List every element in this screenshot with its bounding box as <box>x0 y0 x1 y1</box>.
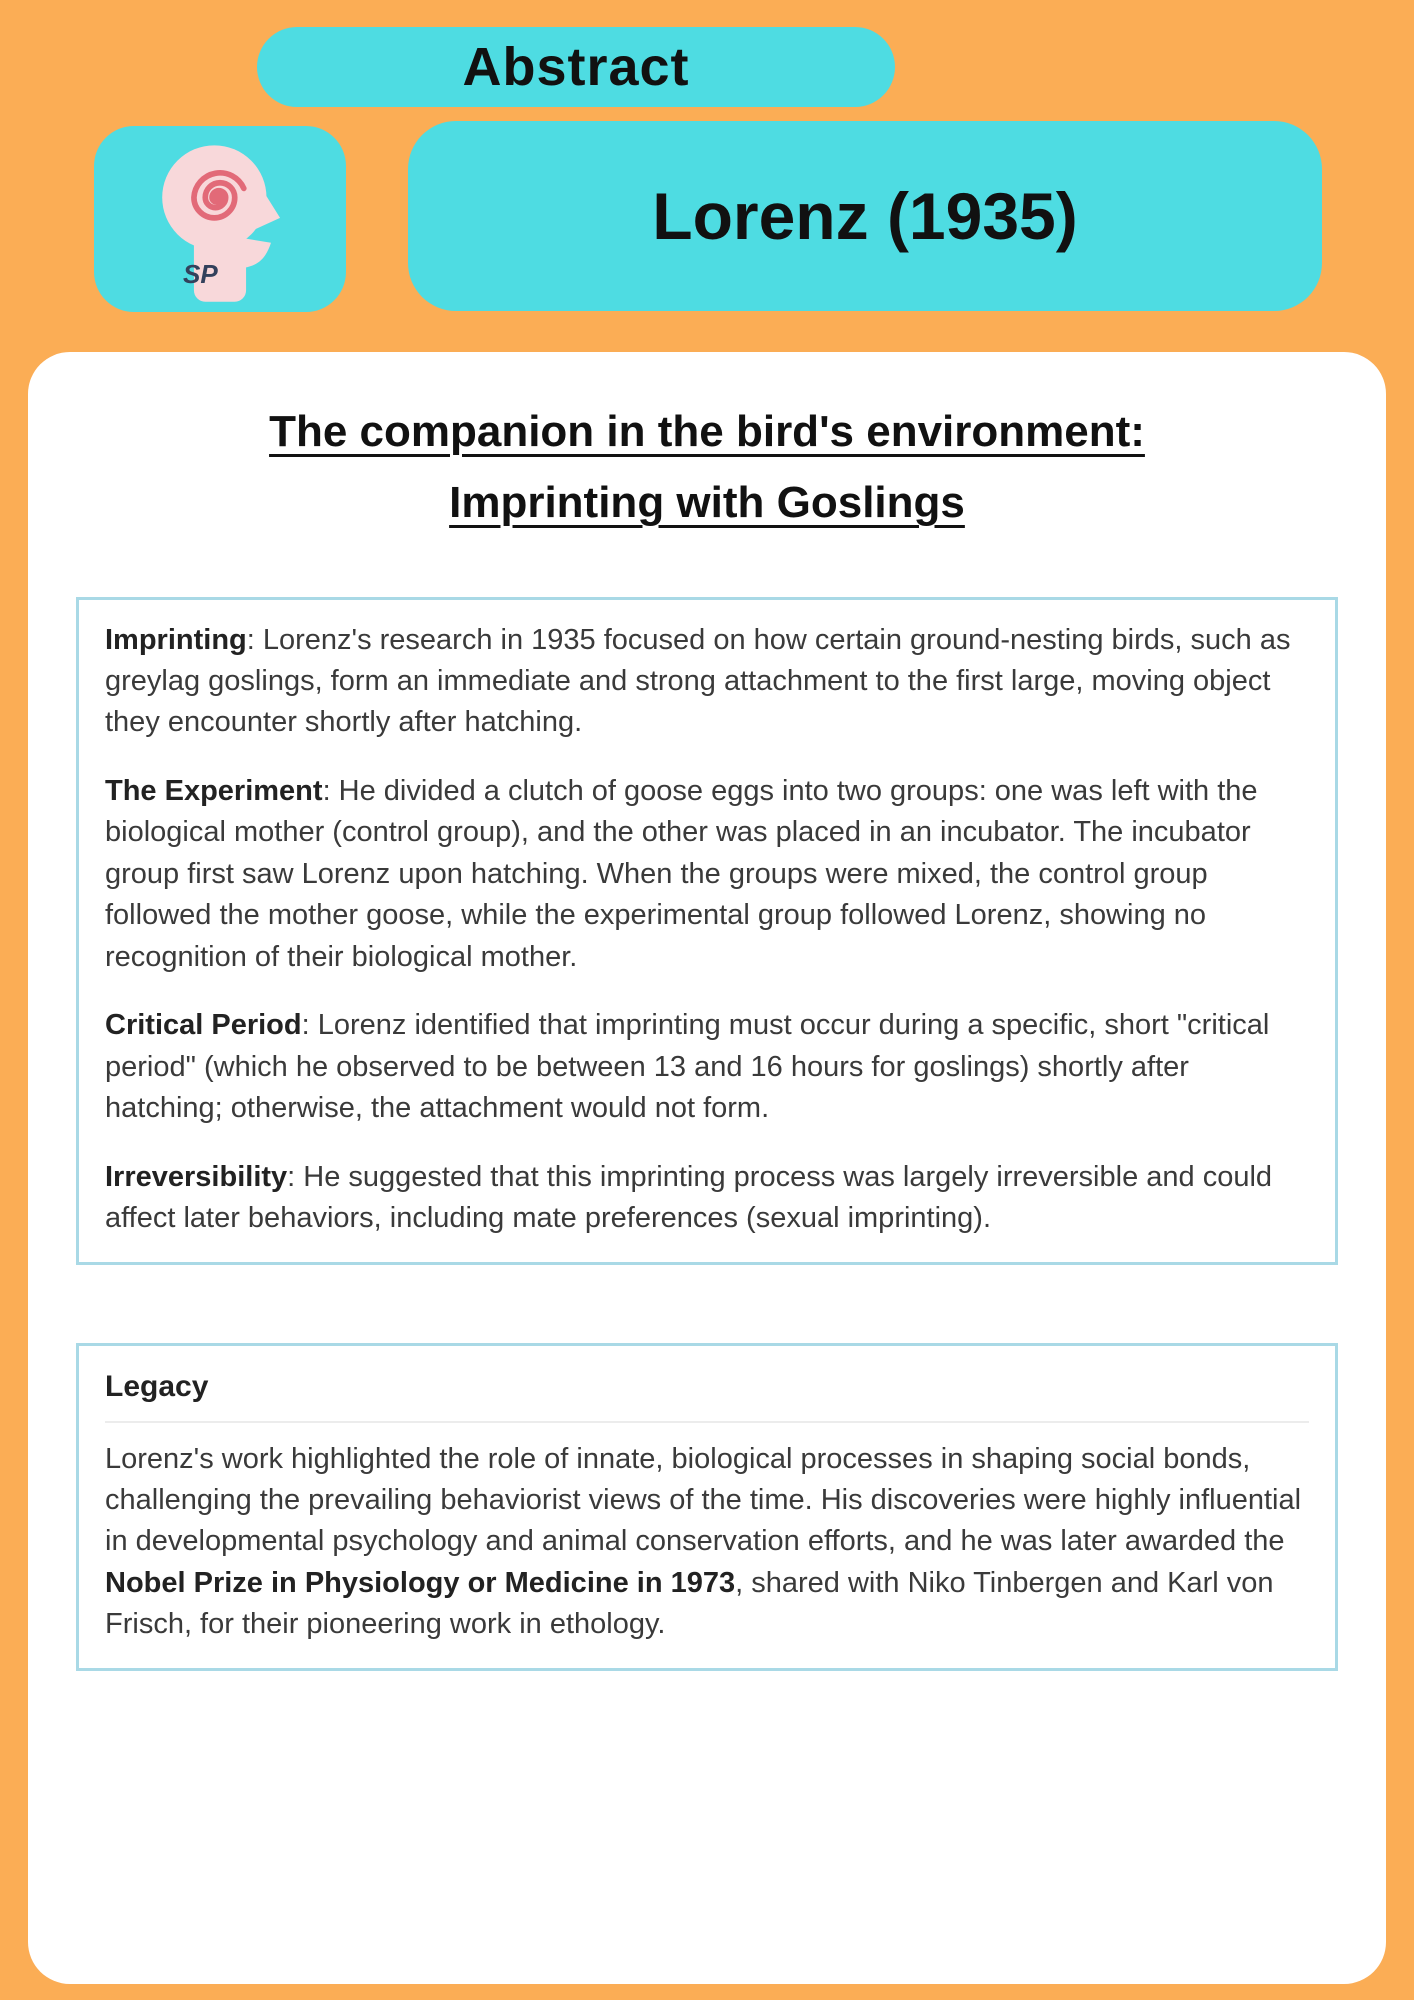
paragraph-label: Irreversibility <box>105 1160 288 1193</box>
paragraph-critical-period <box>105 1005 1309 1129</box>
legacy-text-before: Lorenz's work highlighted the role of innate, biological processes in shaping social bonds, challenging the prevailing behaviorist views of the time. His discoveries were highly influential in developmental psychology and animal conservation efforts, and he was later awarded the <box>105 1442 1302 1558</box>
legacy-text-after: , shared with Niko Tinbergen and Karl von Frisch, for their pioneering work in ethology. <box>105 1566 1274 1641</box>
paragraph-irreversibility <box>105 1157 1309 1240</box>
page-title-line2: Imprinting with Goslings <box>449 478 965 528</box>
brain-head-icon <box>140 134 300 304</box>
paragraph-text: : He divided a clutch of goose eggs into two groups: one was left with the biological mother (control group), and the other was placed in an incubator. The incubator group first saw Lorenz upon hatching. When the groups were mixed, the control group followed the mother goose, while the experimental group followed Lorenz, showing no recognition of their biological mother. <box>105 774 1258 973</box>
summary-box <box>76 597 1338 1265</box>
paragraph-imprinting <box>105 620 1309 744</box>
logo-text: SP <box>183 259 218 289</box>
legacy-paragraph <box>105 1439 1309 1646</box>
legacy-heading: Legacy <box>105 1366 1309 1423</box>
title-badge-label: Lorenz (1935) <box>652 179 1078 253</box>
page-title <box>76 396 1338 539</box>
logo-box <box>94 126 346 312</box>
main-card <box>28 352 1386 1984</box>
logo-wrap <box>135 134 305 304</box>
paragraph-text: : Lorenz identified that imprinting must occur during a specific, short "critical period" (which he observed to be between 13 and 16 hours for goslings) shortly after hatching; otherwise, the attachment would not form. <box>105 1009 1270 1125</box>
legacy-bold-text: Nobel Prize in Physiology or Medicine in 1973 <box>105 1566 736 1599</box>
abstract-label: Abstract <box>462 37 690 97</box>
title-badge <box>408 121 1322 311</box>
paragraph-label: Imprinting <box>105 623 247 656</box>
paragraph-experiment <box>105 771 1309 978</box>
paragraph-text: : He suggested that this imprinting process was largely irreversible and could affect later behaviors, including mate preferences (sexual imprinting). <box>105 1160 1273 1235</box>
abstract-pill <box>257 27 895 107</box>
paragraph-label: The Experiment <box>105 774 323 807</box>
page-title-line1: The companion in the bird's environment: <box>269 407 1145 456</box>
paragraph-label: Critical Period <box>105 1009 302 1042</box>
paragraph-text: : Lorenz's research in 1935 focused on how certain ground-nesting birds, such as greylag goslings, form an immediate and strong attachment to the first large, moving object they encounter shortly after hatching. <box>105 623 1291 739</box>
legacy-box <box>76 1343 1338 1671</box>
